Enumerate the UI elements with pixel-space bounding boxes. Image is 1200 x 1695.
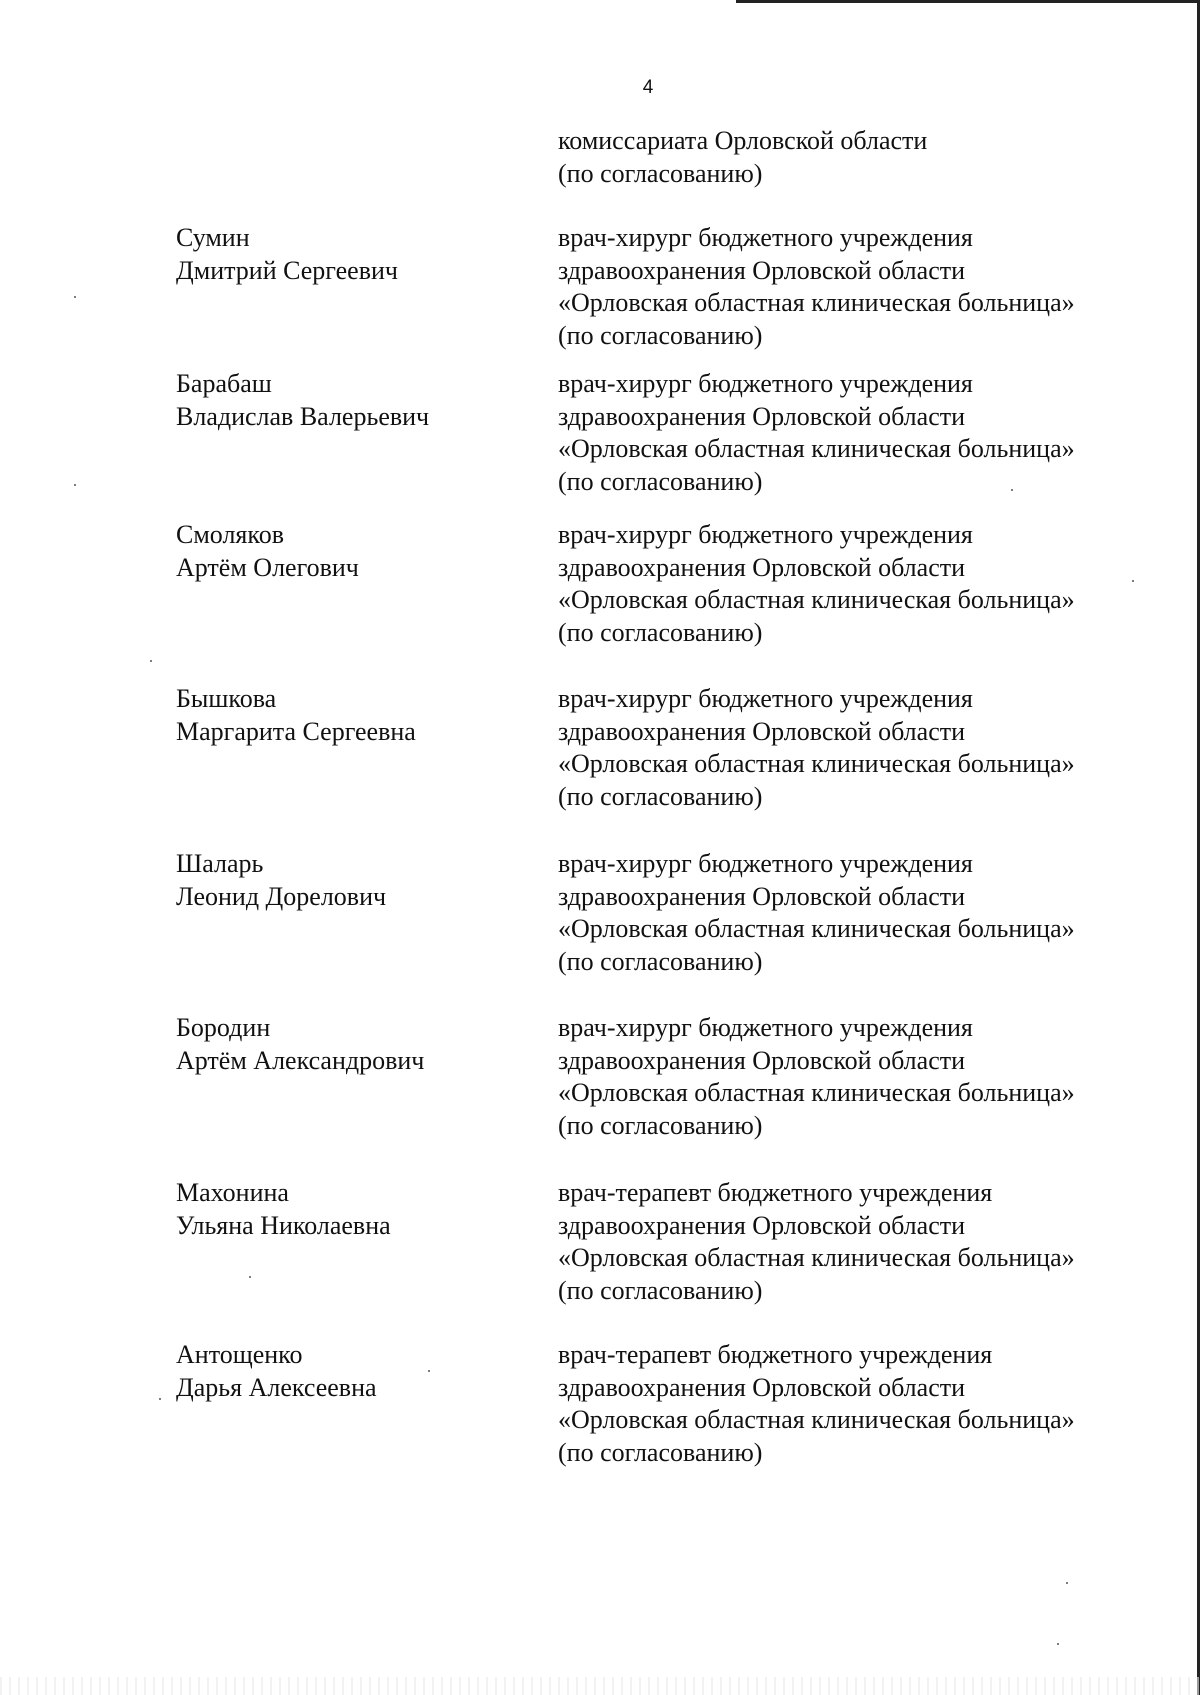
member-surname: Шаларь bbox=[176, 849, 264, 878]
member-role-line: здравоохранения Орловской области bbox=[558, 255, 966, 285]
member-role-line: (по согласованию) bbox=[558, 617, 763, 647]
member-role-line: врач-терапевт бюджетного учреждения bbox=[558, 1178, 993, 1207]
member-role-line: здравоохранения Орловской области bbox=[558, 881, 966, 911]
member-role bbox=[558, 1177, 1158, 1307]
member-role-line: (по согласованию) bbox=[558, 1110, 763, 1140]
member-role-line: здравоохранения Орловской области bbox=[558, 552, 966, 582]
member-role-line: здравоохранения Орловской области bbox=[558, 401, 966, 431]
scan-speck bbox=[74, 296, 76, 298]
member-role-line: врач-хирург бюджетного учреждения bbox=[558, 1013, 973, 1042]
member-surname: Барабаш bbox=[176, 369, 272, 398]
scan-speck bbox=[1132, 580, 1134, 582]
member-role-line: «Орловская областная клиническая больница» bbox=[558, 914, 1075, 943]
member-role-line: «Орловская областная клиническая больница» bbox=[558, 288, 1075, 317]
member-role-line: врач-хирург бюджетного учреждения bbox=[558, 849, 973, 878]
member-surname: Сумин bbox=[176, 223, 250, 252]
member-role-line: (по согласованию) bbox=[558, 466, 763, 496]
member-role-line: здравоохранения Орловской области bbox=[558, 1045, 966, 1075]
member-name bbox=[176, 519, 516, 584]
member-given-names: Владислав Валерьевич bbox=[176, 401, 430, 431]
member-role bbox=[558, 683, 1158, 813]
member-role-line: врач-терапевт бюджетного учреждения bbox=[558, 1340, 993, 1369]
member-role-line: «Орловская областная клиническая больница» bbox=[558, 1243, 1075, 1272]
member-role-line: врач-хирург бюджетного учреждения bbox=[558, 369, 973, 398]
member-given-names: Артём Александрович bbox=[176, 1045, 425, 1075]
member-role-line: (по согласованию) bbox=[558, 781, 763, 811]
continuation-line: (по согласованию) bbox=[558, 158, 763, 188]
member-surname: Махонина bbox=[176, 1178, 289, 1207]
member-role bbox=[558, 519, 1158, 649]
member-given-names: Маргарита Сергеевна bbox=[176, 716, 416, 746]
scan-speck bbox=[428, 1370, 430, 1372]
member-role-line: (по согласованию) bbox=[558, 320, 763, 350]
scan-speck bbox=[74, 484, 76, 486]
member-given-names: Артём Олегович bbox=[176, 552, 359, 582]
member-role bbox=[558, 368, 1158, 498]
scan-speck bbox=[1011, 489, 1013, 491]
member-surname: Антощенко bbox=[176, 1340, 303, 1369]
member-role-line: «Орловская областная клиническая больница» bbox=[558, 585, 1075, 614]
continuation-line: комиссариата Орловской области bbox=[558, 126, 928, 155]
member-given-names: Дмитрий Сергеевич bbox=[176, 255, 398, 285]
member-role-line: (по согласованию) bbox=[558, 946, 763, 976]
member-given-names: Леонид Дорелович bbox=[176, 881, 387, 911]
member-name bbox=[176, 1177, 516, 1242]
scan-speck bbox=[249, 1276, 251, 1278]
scan-speck bbox=[150, 660, 152, 662]
scan-speck bbox=[1057, 1643, 1059, 1645]
member-role-line: здравоохранения Орловской области bbox=[558, 1372, 966, 1402]
member-role-line: «Орловская областная клиническая больница» bbox=[558, 749, 1075, 778]
member-name bbox=[176, 848, 516, 913]
member-role bbox=[558, 1339, 1158, 1469]
member-role-line: (по согласованию) bbox=[558, 1437, 763, 1467]
member-role-line: «Орловская областная клиническая больница» bbox=[558, 1405, 1075, 1434]
member-role bbox=[558, 222, 1158, 352]
member-role-line: здравоохранения Орловской области bbox=[558, 1210, 966, 1240]
scan-speck bbox=[1066, 1582, 1068, 1584]
continuation-text bbox=[558, 125, 1158, 190]
member-name bbox=[176, 1012, 516, 1077]
member-role-line: здравоохранения Орловской области bbox=[558, 716, 966, 746]
member-name bbox=[176, 368, 516, 433]
page-number: 4 bbox=[642, 77, 654, 98]
member-surname: Бышкова bbox=[176, 684, 277, 713]
member-name bbox=[176, 683, 516, 748]
member-name bbox=[176, 1339, 516, 1404]
top-edge-rule bbox=[736, 0, 1200, 3]
member-given-names: Дарья Алексеевна bbox=[176, 1372, 377, 1402]
member-surname: Смоляков bbox=[176, 520, 284, 549]
scan-noise-strip bbox=[0, 1677, 1200, 1695]
member-surname: Бородин bbox=[176, 1013, 271, 1042]
member-role-line: (по согласованию) bbox=[558, 1275, 763, 1305]
scan-speck bbox=[159, 1398, 161, 1400]
member-given-names: Ульяна Николаевна bbox=[176, 1210, 391, 1240]
member-role-line: врач-хирург бюджетного учреждения bbox=[558, 223, 973, 252]
member-role-line: «Орловская областная клиническая больница» bbox=[558, 434, 1075, 463]
member-role bbox=[558, 1012, 1158, 1142]
member-role bbox=[558, 848, 1158, 978]
member-role-line: врач-хирург бюджетного учреждения bbox=[558, 520, 973, 549]
member-role-line: врач-хирург бюджетного учреждения bbox=[558, 684, 973, 713]
member-name bbox=[176, 222, 516, 287]
member-role-line: «Орловская областная клиническая больница» bbox=[558, 1078, 1075, 1107]
